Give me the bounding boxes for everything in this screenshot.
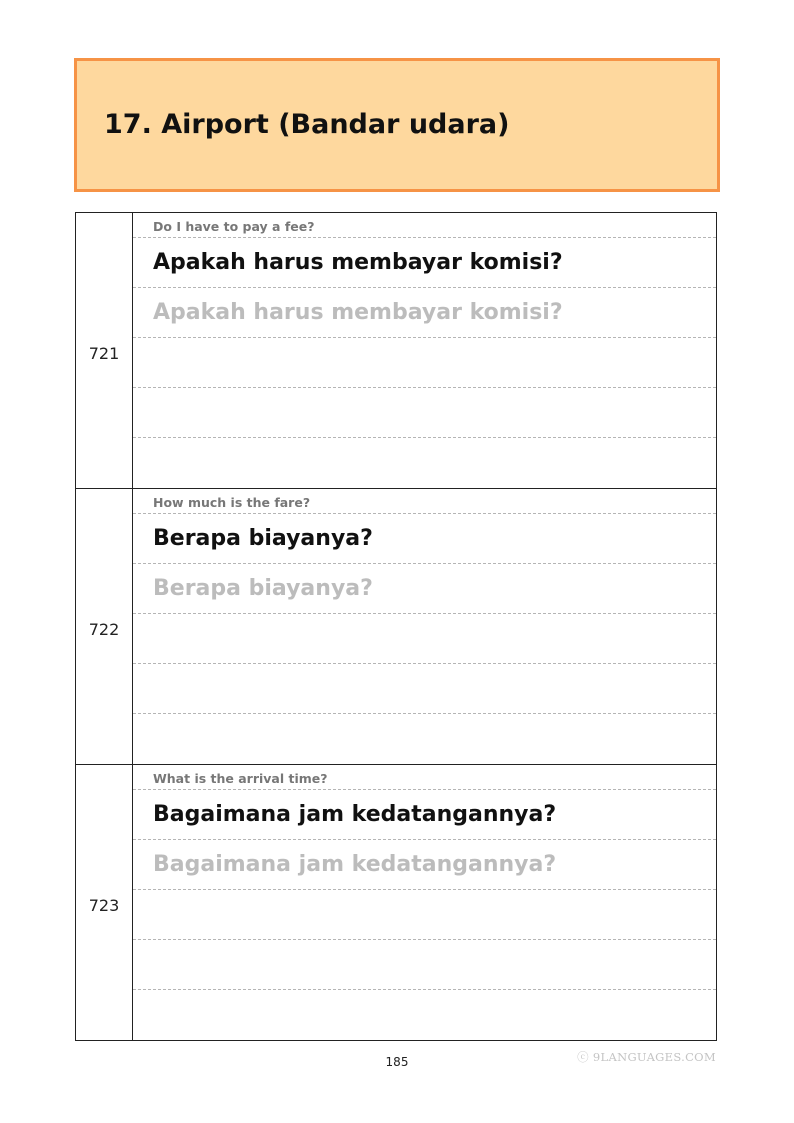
trace-sentence: Berapa biayanya? xyxy=(153,576,373,601)
english-line xyxy=(133,489,716,514)
blank-writing-line xyxy=(133,664,716,714)
writing-lines xyxy=(133,213,716,488)
entry-number: 721 xyxy=(88,344,120,363)
page-number: 185 xyxy=(385,1055,409,1069)
writing-lines xyxy=(133,489,716,764)
writing-lines xyxy=(133,765,716,1040)
trace-line xyxy=(133,288,716,338)
indonesian-sentence: Bagaimana jam kedatangannya? xyxy=(153,802,557,827)
trace-line xyxy=(133,564,716,614)
blank-writing-line xyxy=(133,890,716,940)
trace-line xyxy=(133,840,716,890)
blank-writing-line xyxy=(133,990,716,1039)
practice-entry xyxy=(75,764,717,1041)
trace-sentence: Bagaimana jam kedatangannya? xyxy=(153,852,557,877)
english-line xyxy=(133,765,716,790)
model-line xyxy=(133,238,716,288)
english-sentence: Do I have to pay a fee? xyxy=(153,219,315,234)
chapter-title: 17. Airport (Bandar udara) xyxy=(104,109,510,140)
practice-sheet xyxy=(75,212,717,1041)
entry-number-column xyxy=(76,213,133,488)
entry-number: 722 xyxy=(88,620,120,639)
practice-entry xyxy=(75,212,717,488)
english-line xyxy=(133,213,716,238)
english-sentence: What is the arrival time? xyxy=(153,771,328,786)
entry-number-column xyxy=(76,489,133,764)
blank-writing-line xyxy=(133,338,716,388)
english-sentence: How much is the fare? xyxy=(153,495,311,510)
copyright-notice: ⓒ 9LANGUAGES.COM xyxy=(577,1050,716,1064)
blank-writing-line xyxy=(133,940,716,990)
blank-writing-line xyxy=(133,388,716,438)
model-line xyxy=(133,514,716,564)
chapter-title-box xyxy=(74,58,720,192)
trace-sentence: Apakah harus membayar komisi? xyxy=(153,300,563,325)
entry-number-column xyxy=(76,765,133,1040)
blank-writing-line xyxy=(133,614,716,664)
indonesian-sentence: Berapa biayanya? xyxy=(153,526,373,551)
blank-writing-line xyxy=(133,714,716,763)
blank-writing-line xyxy=(133,438,716,487)
entry-number: 723 xyxy=(88,896,120,915)
indonesian-sentence: Apakah harus membayar komisi? xyxy=(153,250,563,275)
model-line xyxy=(133,790,716,840)
practice-entry xyxy=(75,488,717,764)
